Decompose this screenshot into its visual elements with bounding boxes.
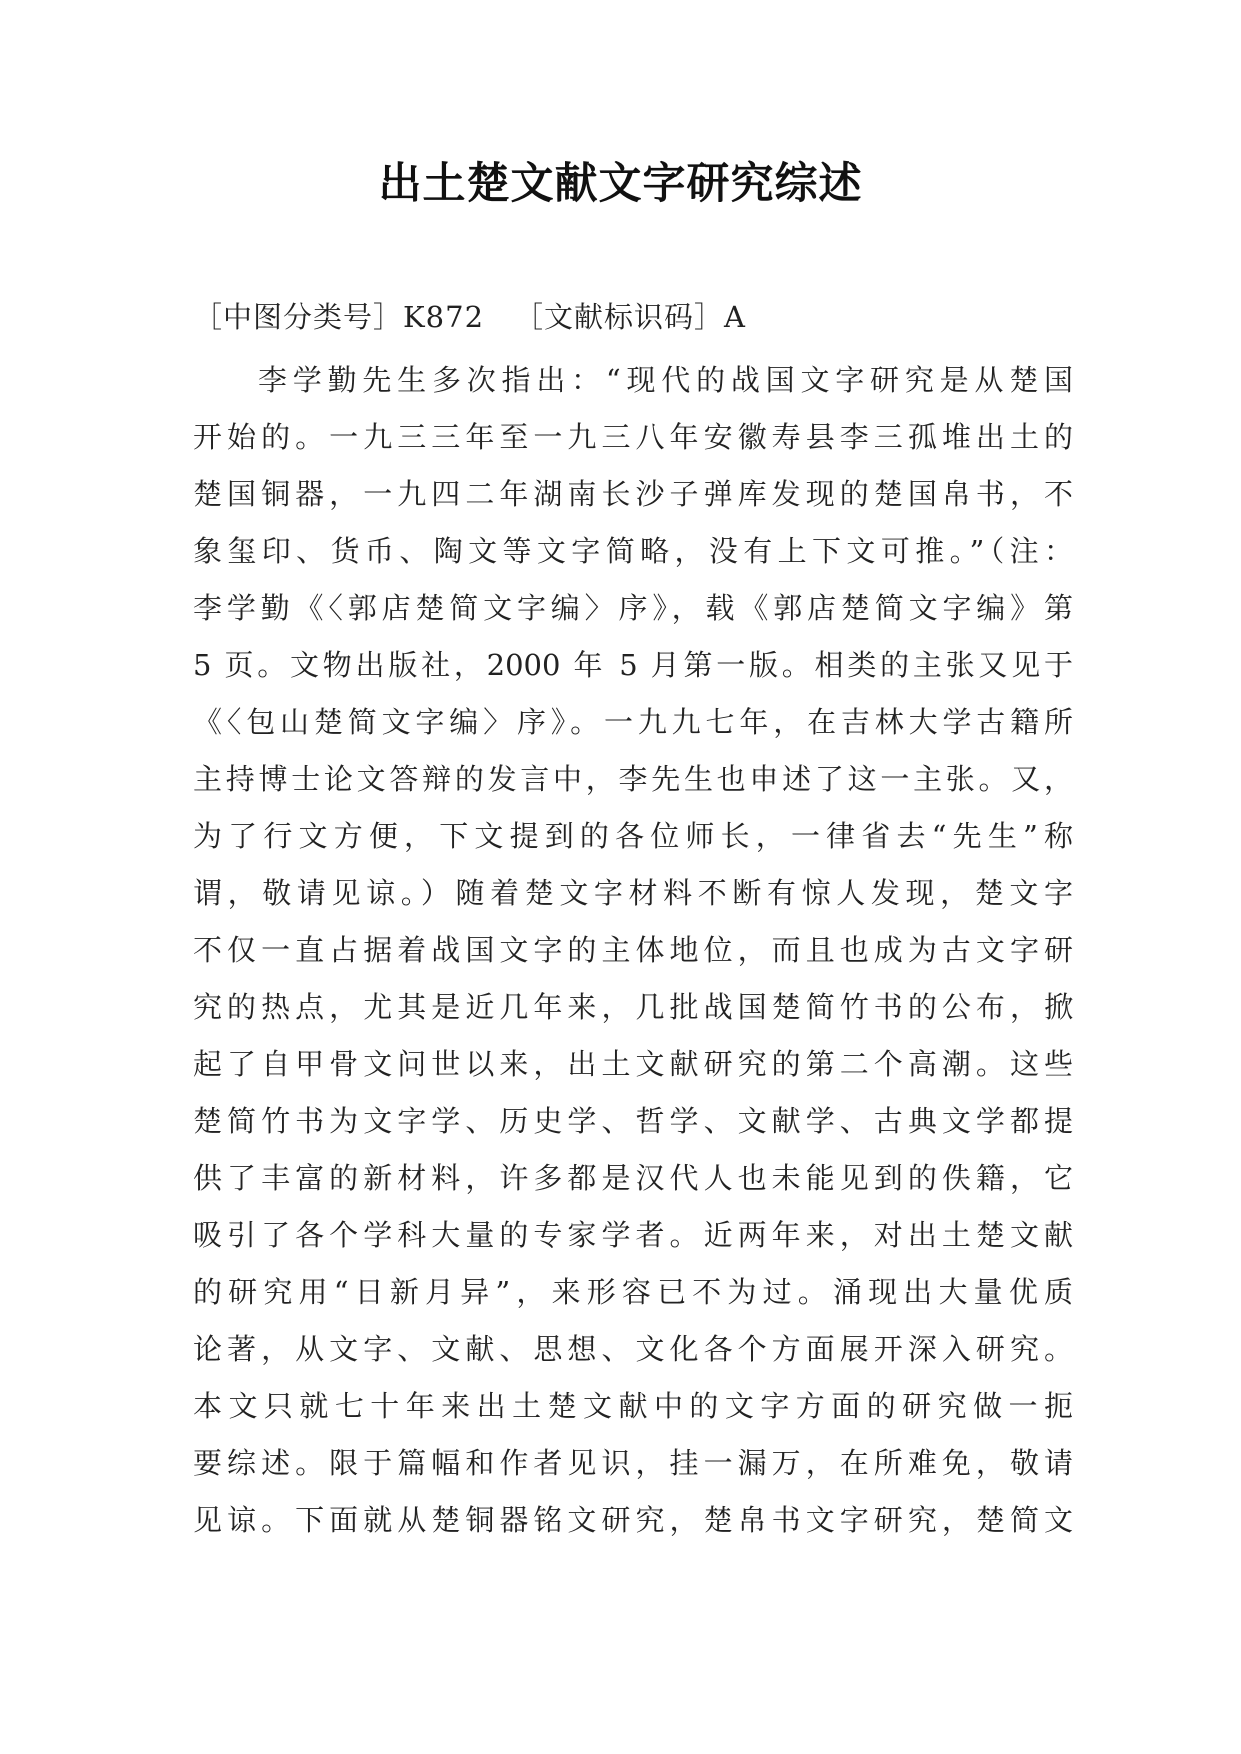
text-line: 谓，敬请见谅。）随着楚文字材料不断有惊人发现，楚文字 [193, 876, 1073, 910]
text-line: 起了自甲骨文问世以来，出土文献研究的第二个高潮。这些 [193, 1047, 1073, 1081]
text-line: 论著，从文字、文献、思想、文化各个方面展开深入研究。 [193, 1332, 1073, 1366]
text-line: 究的热点，尤其是近几年来，几批战国楚简竹书的公布，掀 [193, 990, 1073, 1024]
text-line: 要综述。限于篇幅和作者见识，挂一漏万，在所难免，敬请 [193, 1446, 1073, 1480]
text-line: 不仅一直占据着战国文字的主体地位，而且也成为古文字研 [193, 933, 1073, 967]
text-line: 李学勤先生多次指出：“现代的战国文字研究是从楚国 [258, 363, 1073, 397]
text-line: 楚国铜器，一九四二年湖南长沙子弹库发现的楚国帛书，不 [193, 477, 1073, 511]
document-title: 出土楚文献文字研究综述 [378, 159, 863, 209]
text-line: 见谅。下面就从楚铜器铭文研究，楚帛书文字研究，楚简文 [193, 1503, 1073, 1537]
text-line: 的研究用“日新月异”，来形容已不为过。涌现出大量优质 [193, 1275, 1073, 1309]
text-line: 开始的。一九三三年至一九三八年安徽寿县李三孤堆出土的 [193, 420, 1073, 454]
text-line: 主持博士论文答辩的发言中，李先生也申述了这一主张。又， [193, 762, 1073, 796]
body-paragraph [193, 352, 1073, 1549]
text-line: 《〈包山楚简文字编〉序》。一九九七年，在吉林大学古籍所 [193, 705, 1073, 739]
text-line: 为了行文方便，下文提到的各位师长，一律省去“先生”称 [193, 819, 1073, 853]
classification-number: ［中图分类号］K872 [193, 300, 485, 334]
metadata-line [193, 295, 746, 336]
text-line: 吸引了各个学科大量的专家学者。近两年来，对出土楚文献 [193, 1218, 1073, 1252]
text-line: 供了丰富的新材料，许多都是汉代人也未能见到的佚籍，它 [193, 1161, 1073, 1195]
text-line: 象玺印、货币、陶文等文字简略，没有上下文可推。”（注： [193, 534, 1073, 568]
document-code: ［文献标识码］A [514, 300, 746, 334]
text-line: 本文只就七十年来出土楚文献中的文字方面的研究做一扼 [193, 1389, 1073, 1423]
text-line: 李学勤《〈郭店楚简文字编〉序》，载《郭店楚简文字编》第 [193, 591, 1073, 625]
text-line: 楚简竹书为文字学、历史学、哲学、文献学、古典文学都提 [193, 1104, 1073, 1138]
text-line: 5 页。文物出版社，2000 年 5 月第一版。相类的主张又见于 [193, 648, 1073, 682]
